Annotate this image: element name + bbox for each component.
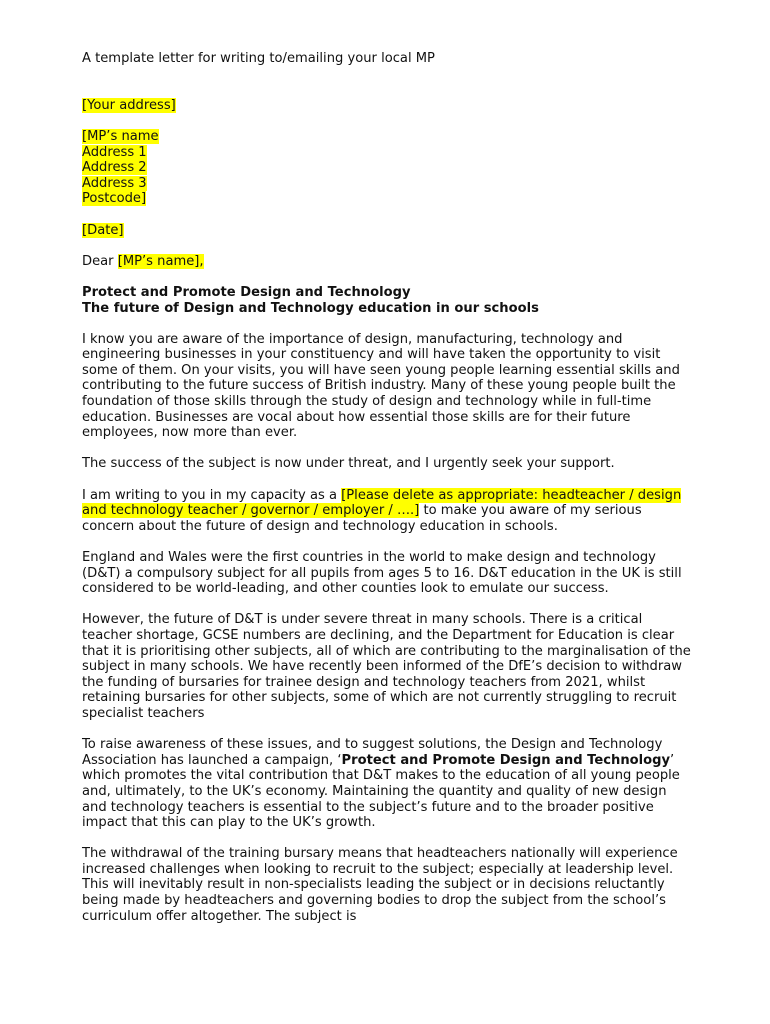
role-placeholder-highlight: [Please delete as appropriate: headteacher / design and technology teacher / governor / employer / ….] (82, 487, 682, 519)
address-3: Address 3 (82, 175, 147, 191)
paragraph-3-end: to make you aware of my serious concern about the future of design and technology education in schools. (82, 503, 642, 534)
intro-line: A template letter for writing to/emailing your local MP (82, 51, 435, 66)
paragraph-1: I know you are aware of the importance of design, manufacturing, technology and engineering businesses in your constituency and will have taken the opportunity to visit some of them. On your visits, you will have seen young people learning essential skills and contributing to the future success of British industry. Many of these young people built the foundation of those skills through the study of design and technology while in full-time education. Businesses are vocal about how essential those skills are for their future employees, now more than ever. (82, 331, 680, 441)
mp-name: [MP’s name (82, 128, 159, 144)
letter-headings (82, 285, 692, 316)
paragraph-3-start: I am writing to you in my capacity as a (82, 487, 342, 503)
paragraph-3 (82, 488, 692, 535)
heading-secondary: The future of Design and Technology education in our schools (82, 300, 539, 316)
salutation-prefix: Dear (82, 253, 118, 269)
your-address (82, 98, 692, 114)
address-2: Address 2 (82, 160, 147, 176)
address-line-1 (82, 145, 692, 161)
paragraph-2: The success of the subject is now under threat, and I urgently seek your support. (82, 456, 615, 472)
address-line-3 (82, 176, 692, 192)
your-address-highlight: [Your address] (82, 97, 176, 113)
address-1: Address 1 (82, 144, 147, 160)
paragraph-7: The withdrawal of the training bursary means that headteachers nationally will experience increased challenges when looking to recruit to the subject; especially at leadership level. This will inevitably result in non-specialists leading the subject or in decisions reluctantly being made by headteachers and governing bodies to drop the subject from the school’s curriculum offer altogether. The subject is (82, 846, 678, 924)
postcode-line (82, 191, 692, 207)
paragraph-5: However, the future of D&T is under severe threat in many schools. There is a critical teacher shortage, GCSE numbers are declining, and the Department for Education is clear that it is prioritising other subjects, all of which are contributing to the marginalisation of the subject in many schools. We have recently been informed of the DfE’s decision to withdraw the funding of bursaries for trainee design and technology teachers from 2021, whilst retaining bursaries for other subjects, some of which are not currently struggling to recruit specialist teachers (82, 612, 691, 721)
paragraph-6 (82, 737, 692, 831)
heading-primary: Protect and Promote Design and Technology (82, 284, 411, 300)
paragraph-6-end: ’ which promotes the vital contribution that D&T makes to the education of all young people and, ultimately, to the UK’s economy. Maintaining the quantity and quality of new design and technology teachers is essential to the subject’s future and to the broader positive impact that this can play to the UK’s growth. (82, 752, 680, 831)
letter-page (82, 51, 692, 924)
campaign-name: Protect and Promote Design and Technology (341, 752, 671, 768)
address-line-2 (82, 160, 692, 176)
paragraph-6-start: To raise awareness of these issues, and to suggest solutions, the Design and Technology Association has launched a campaign, ‘ (82, 737, 663, 768)
postcode: Postcode] (82, 191, 147, 207)
paragraph-4: England and Wales were the first countries in the world to make design and technology (D&T) a compulsory subject for all pupils from ages 5 to 16. D&T education in the UK is still considered to be world-leading, and other counties look to emulate our success. (82, 550, 682, 597)
mp-name-line (82, 129, 692, 145)
date-highlight: [Date] (82, 222, 124, 238)
spacer (82, 67, 692, 98)
salutation (82, 254, 692, 270)
date-line (82, 223, 692, 239)
salutation-name: [MP’s name], (117, 253, 204, 269)
mp-address-block (82, 129, 692, 207)
